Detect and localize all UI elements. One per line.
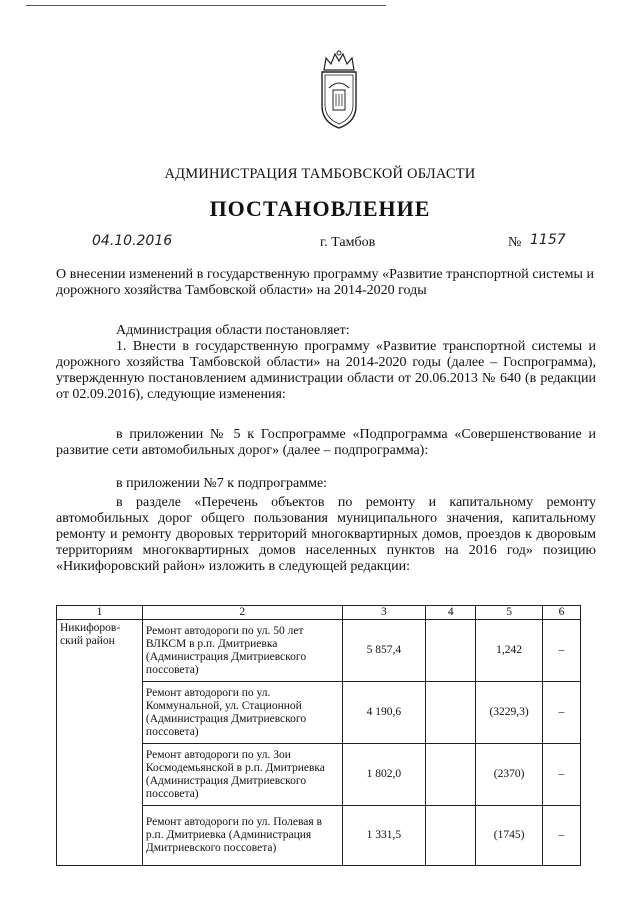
length-cell: (3229,3) (476, 682, 543, 744)
objects-table (56, 605, 581, 866)
document-type-title: ПОСТАНОВЛЕНИЕ (209, 196, 431, 221)
body-paragraph-2: 1. Внести в государственную программу «Развитие транспортной системы и дорожного хозяйства Тамбовской области» на 2014-2020 годы (далее – Госпрограмма), утвержденную постановлением администрации области от 20.06.2013 № 640 (в редакции от 02.09.2016), следующие изменения: (56, 339, 596, 402)
col4-cell (426, 806, 476, 866)
col6-cell: – (543, 620, 581, 682)
object-name-cell: Ремонт автодороги по ул. Коммунальной, ул. Стационной (Администрация Дмитриевского поссовета) (142, 682, 342, 744)
coat-of-arms-icon (316, 48, 362, 132)
col6-cell: – (543, 682, 581, 744)
object-name-cell: Ремонт автодороги по ул. Зои Космодемьянской в р.п. Дмитриевка (Администрация Дмитриевского поссовета) (142, 744, 342, 806)
col6-cell: – (543, 744, 581, 806)
length-cell: (2370) (476, 744, 543, 806)
cost-cell: 1 802,0 (342, 744, 426, 806)
body-paragraph-5: в разделе «Перечень объектов по ремонту и капитальному ремонту автомобильных дорог общего пользования муниципального значения, капитальному ремонту и ремонту дворовых территорий многоквартирных домов, проездов к дворовым территориям многоквартирных домов населенных пунктов на 2016 год» позицию «Никифоровский район» изложить в следующей редакции: (56, 495, 596, 574)
table-header-cell: 2 (142, 606, 342, 620)
col6-cell: – (543, 806, 581, 866)
length-cell: 1,242 (476, 620, 543, 682)
col4-cell (426, 682, 476, 744)
object-name-cell: Ремонт автодороги по ул. 50 лет ВЛКСМ в р.п. Дмитриевка (Администрация Дмитриевского поссовета) (142, 620, 342, 682)
body-paragraph-3: в приложении № 5 к Госпрограмме «Подпрограмма «Совершенствование и развитие сети автомобильных дорог» (далее – подпрограмма): (56, 427, 596, 458)
table-header-cell: 3 (342, 606, 426, 620)
scan-top-line (26, 5, 386, 6)
city-label: г. Тамбов (320, 235, 376, 250)
cost-cell: 5 857,4 (342, 620, 426, 682)
body-paragraph-4: в приложении №7 к подпрограмме: (116, 476, 328, 491)
body-paragraph-1: Администрация области постановляет: (116, 323, 350, 338)
table-header-cell: 6 (543, 606, 581, 620)
cost-cell: 4 190,6 (342, 682, 426, 744)
district-cell: Никифоров-ский район (57, 620, 143, 866)
number-sign: № (508, 235, 522, 250)
handwritten-date: 04.10.2016 (92, 233, 173, 249)
subject-heading: О внесении изменений в государственную программу «Развитие транспортной системы и дорожного хозяйства Тамбовской области» на 2014-2020 годы (56, 267, 594, 298)
agency-name: АДМИНИСТРАЦИЯ ТАМБОВСКОЙ ОБЛАСТИ (164, 166, 476, 182)
table-header-cell: 1 (57, 606, 143, 620)
object-name-cell: Ремонт автодороги по ул. Полевая в р.п. Дмитриевка (Администрация Дмитриевского поссовета) (142, 806, 342, 866)
handwritten-number: 1157 (530, 232, 566, 248)
table-row (57, 620, 581, 682)
cost-cell: 1 331,5 (342, 806, 426, 866)
table-header-cell: 4 (426, 606, 476, 620)
length-cell: (1745) (476, 806, 543, 866)
col4-cell (426, 744, 476, 806)
table-header-row (57, 606, 581, 620)
col4-cell (426, 620, 476, 682)
table-header-cell: 5 (476, 606, 543, 620)
